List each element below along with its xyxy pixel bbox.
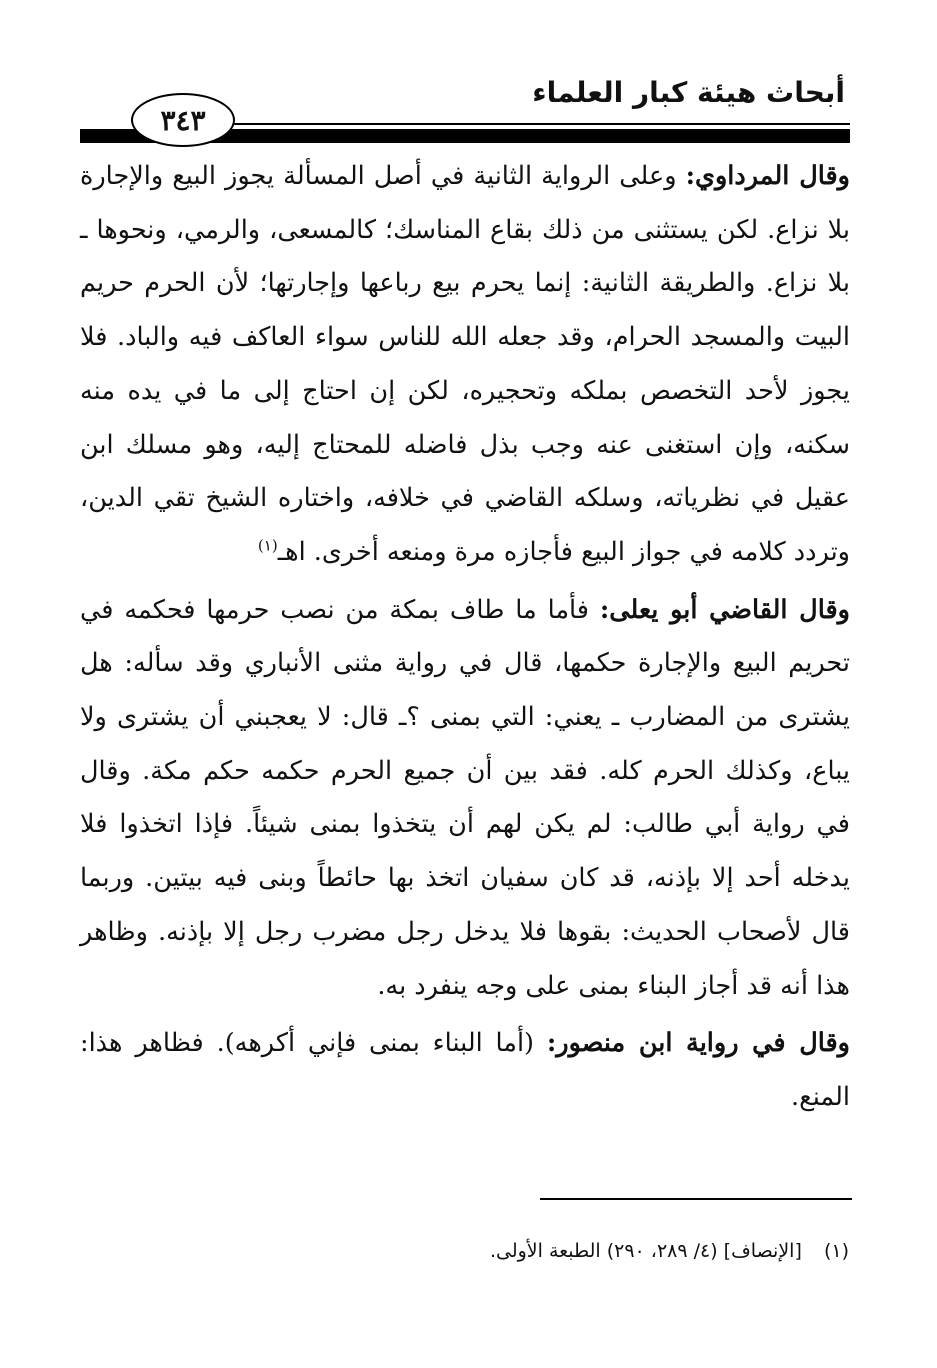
footnote-number: (١) [823, 1240, 849, 1262]
footnote-separator [540, 1198, 852, 1200]
running-header-title: أبحاث هيئة كبار العلماء [532, 76, 845, 109]
paragraph-ibn-mansur [80, 1017, 850, 1124]
footnote-text: [الإنصاف] (٤/ ٢٨٩، ٢٩٠) الطبعة الأولى. [489, 1240, 802, 1262]
page-number-badge [131, 93, 235, 147]
footnote-reference: (١) [257, 536, 278, 555]
paragraph-mardawi [80, 150, 850, 580]
paragraph-text: (أما البناء بمنى فإني أكرهه). فظاهر هذا: المنع. [80, 1028, 850, 1112]
footnote [490, 1240, 849, 1262]
page-number: ٣٤٣ [160, 103, 206, 137]
paragraph-lead: وقال المرداوي: [685, 161, 850, 191]
paragraph-text: وعلى الرواية الثانية في أصل المسألة يجوز البيع والإجارة بلا نزاع. لكن يستثنى من ذلك بقاع المناسك؛ كالمسعى، والرمي، ونحوها ـ بلا نزاع. والطريقة الثانية: إنما يحرم بيع رباعها وإجارتها؛ لأن الحرم حريم البيت والمسجد الحرام، وقد جعله الله للناس سواء العاكف فيه والباد. فلا يجوز لأحد التخصص بملكه وتحجيره، لكن إن احتاج إلى ما في يده منه سكنه، وإن استغنى عنه وجب بذل فاضله للمحتاج إليه، وهو مسلك ابن عقيل في نظرياته، وسلكه القاضي في خلافه، واختاره الشيخ تقي الدين، وتردد كلامه في جواز البيع فأجازه مرة ومنعه أخرى. اهـ [80, 161, 850, 567]
paragraph-lead: وقال في رواية ابن منصور: [546, 1028, 850, 1059]
main-text [80, 150, 850, 1125]
paragraph-lead: وقال القاضي أبو يعلى: [599, 594, 850, 625]
header-thin-rule [232, 123, 850, 125]
paragraph-qadi-abu-yala [80, 584, 850, 1014]
paragraph-text: فأما ما طاف بمكة من نصب حرمها فحكمه في تحريم البيع والإجارة حكمها، قال في رواية مثنى الأنباري وقد سأله: هل يشترى من المضارب ـ يعني: التي بمنى ؟ـ قال: لا يعجبني أن يشترى ولا يباع، وكذلك الحرم كله. فقد بين أن جميع الحرم حكمه حكم مكة. وقال في رواية أبي طالب: لم يكن لهم أن يتخذوا بمنى شيئاً. فإذا اتخذوا فلا يدخله أحد إلا بإذنه، قد كان سفيان اتخذ بها حائطاً وبنى فيه بيتين. وربما قال لأصحاب الحديث: بقوها فلا يدخل رجل مضرب رجل إلا بإذنه. وظاهر هذا أنه قد أجاز البناء بمنى على وجه ينفرد به. [80, 594, 850, 1001]
